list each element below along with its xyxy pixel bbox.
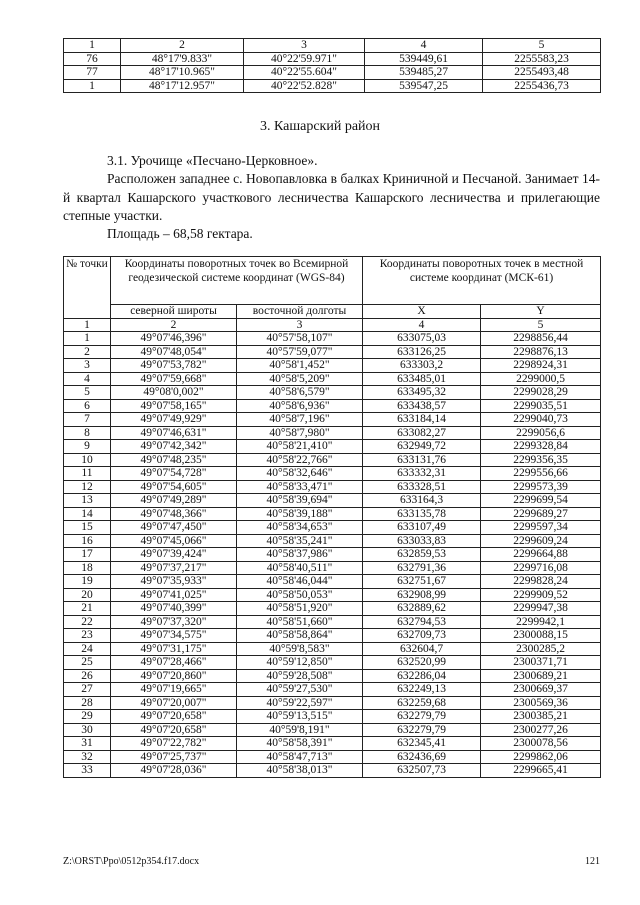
- table-cell: 49°07'54,605": [111, 480, 237, 494]
- table-cell: 49°07'35,933": [111, 575, 237, 589]
- table-column-numbers-row: [64, 318, 601, 332]
- table-cell: 2300569,36: [481, 696, 601, 710]
- table-cell: 49°07'58,165": [111, 399, 237, 413]
- table-cell: 4: [363, 318, 481, 332]
- table-cell: 3: [237, 318, 363, 332]
- table-cell: 2299665,41: [481, 764, 601, 778]
- table-cell: 19: [64, 575, 111, 589]
- table-cell: 49°07'28,036": [111, 764, 237, 778]
- table-cell: 40°58'1,452": [237, 359, 363, 373]
- table-cell: 40°22'55.604": [244, 66, 365, 80]
- table-cell: 6: [64, 399, 111, 413]
- table-cell: 632889,62: [363, 602, 481, 616]
- table-cell: 1: [64, 332, 111, 346]
- table-cell: 18: [64, 561, 111, 575]
- table-row: [64, 615, 601, 629]
- table-row: [64, 386, 601, 400]
- table-cell: 49°07'54,728": [111, 467, 237, 481]
- table-cell: 633126,25: [363, 345, 481, 359]
- table-row: [64, 629, 601, 643]
- table-row: [64, 413, 601, 427]
- table-cell: 49°07'53,782": [111, 359, 237, 373]
- table-cell: 1: [64, 318, 111, 332]
- table-row: [64, 750, 601, 764]
- table-cell: 49°07'49,929": [111, 413, 237, 427]
- table-row: [64, 521, 601, 535]
- table-cell: 49°07'48,054": [111, 345, 237, 359]
- table-cell: 632709,73: [363, 629, 481, 643]
- table-cell: 49°07'20,658": [111, 710, 237, 724]
- table-cell: 40°58'34,653": [237, 521, 363, 535]
- table-cell: 32: [64, 750, 111, 764]
- table-cell: 40°58'58,391": [237, 737, 363, 751]
- area-text: Площадь – 68,58 гектара.: [107, 226, 253, 241]
- table-row: [64, 453, 601, 467]
- table-cell: 48°17'12.957": [121, 79, 244, 93]
- table-cell: 40°58'40,511": [237, 561, 363, 575]
- coordinates-table: [63, 256, 601, 778]
- table-cell: 49°07'34,575": [111, 629, 237, 643]
- table-subheader-row: [64, 305, 601, 319]
- table-row: [64, 494, 601, 508]
- table-cell: 49°07'20,658": [111, 723, 237, 737]
- table-cell: 2299699,54: [481, 494, 601, 508]
- table-cell: 49°07'39,424": [111, 548, 237, 562]
- table-cell: 632259,68: [363, 696, 481, 710]
- table-row: [64, 548, 601, 562]
- footer-file-path: Z:\ORST\Ppo\0512p354.f17.docx: [63, 856, 200, 867]
- table-cell: 5: [64, 386, 111, 400]
- table-cell: 2255436,73: [483, 79, 601, 93]
- table-cell: 40°58'58,864": [237, 629, 363, 643]
- table-cell: 632908,99: [363, 588, 481, 602]
- table-cell: 40°58'51,920": [237, 602, 363, 616]
- table-cell: 30: [64, 723, 111, 737]
- table-cell: 49°07'31,175": [111, 642, 237, 656]
- table-cell: 49°07'46,631": [111, 426, 237, 440]
- table-cell: 40°58'6,936": [237, 399, 363, 413]
- table-cell: 633107,49: [363, 521, 481, 535]
- table-cell: 11: [64, 467, 111, 481]
- table-cell: 49°07'42,342": [111, 440, 237, 454]
- table-row: [64, 332, 601, 346]
- table-row: [64, 669, 601, 683]
- table-cell: 40°58'22,766": [237, 453, 363, 467]
- table-cell: 25: [64, 656, 111, 670]
- header-longitude: восточной долготы: [237, 305, 363, 319]
- table-cell: 40°58'39,694": [237, 494, 363, 508]
- table-cell: 632794,53: [363, 615, 481, 629]
- table-cell: 40°59'8,191": [237, 723, 363, 737]
- page-number: 121: [585, 856, 600, 867]
- table-cell: 40°59'27,530": [237, 683, 363, 697]
- table-cell: 49°07'48,366": [111, 507, 237, 521]
- table-cell: 40°58'5,209": [237, 372, 363, 386]
- table-cell: 632859,53: [363, 548, 481, 562]
- table-cell: 2299040,73: [481, 413, 601, 427]
- table-cell: 10: [64, 453, 111, 467]
- table-cell: 40°58'37,986": [237, 548, 363, 562]
- table-cell: 40°58'21,410": [237, 440, 363, 454]
- table-cell: 48°17'9.833": [121, 52, 244, 66]
- table-cell: 632436,69: [363, 750, 481, 764]
- table-cell: 632279,79: [363, 710, 481, 724]
- table-cell: 2298856,44: [481, 332, 601, 346]
- header-x: X: [363, 305, 481, 319]
- table-cell: 22: [64, 615, 111, 629]
- table-cell: 539485,27: [365, 66, 483, 80]
- table-cell: 2299942,1: [481, 615, 601, 629]
- table-cell: 2300285,2: [481, 642, 601, 656]
- table-cell: 14: [64, 507, 111, 521]
- table-cell: 539449,61: [365, 52, 483, 66]
- table-cell: 29: [64, 710, 111, 724]
- table-row: [64, 426, 601, 440]
- table-cell: 15: [64, 521, 111, 535]
- table-row: [64, 79, 601, 93]
- table-cell: 632279,79: [363, 723, 481, 737]
- table-cell: 49°07'37,217": [111, 561, 237, 575]
- table-cell: 31: [64, 737, 111, 751]
- table-cell: 9: [64, 440, 111, 454]
- table-cell: 24: [64, 642, 111, 656]
- table-cell: 40°58'6,579": [237, 386, 363, 400]
- table-row: [64, 723, 601, 737]
- table-cell: 2298924,31: [481, 359, 601, 373]
- table-cell: 2300088,15: [481, 629, 601, 643]
- table-row: [64, 683, 601, 697]
- table-cell: 2299556,66: [481, 467, 601, 481]
- table-cell: 48°17'10.965": [121, 66, 244, 80]
- table-row: [64, 66, 601, 80]
- table-row: [64, 710, 601, 724]
- table-cell: 632751,67: [363, 575, 481, 589]
- table-cell: 633135,78: [363, 507, 481, 521]
- table-cell: 2255583,23: [483, 52, 601, 66]
- table-cell: 49°07'40,399": [111, 602, 237, 616]
- table-cell: 49°07'45,066": [111, 534, 237, 548]
- table-row: [64, 399, 601, 413]
- table-cell: 40°58'7,980": [237, 426, 363, 440]
- table-cell: 40°58'35,241": [237, 534, 363, 548]
- table-row: [64, 345, 601, 359]
- header-latitude: северной широты: [111, 305, 237, 319]
- table-row: [64, 507, 601, 521]
- table-cell: 2300277,26: [481, 723, 601, 737]
- table-cell: 2299328,84: [481, 440, 601, 454]
- table-row: [64, 588, 601, 602]
- table-row: [64, 480, 601, 494]
- table-cell: 40°58'39,188": [237, 507, 363, 521]
- table-cell: 632520,99: [363, 656, 481, 670]
- table-cell: 2300689,21: [481, 669, 601, 683]
- table-cell: 49°07'22,782": [111, 737, 237, 751]
- table-cell: 77: [64, 66, 121, 80]
- table-cell: 2299573,39: [481, 480, 601, 494]
- table-cell: 40°58'46,044": [237, 575, 363, 589]
- table-cell: 633332,31: [363, 467, 481, 481]
- table-cell: 28: [64, 696, 111, 710]
- table-cell: 2299035,51: [481, 399, 601, 413]
- table-cell: 40°58'38,013": [237, 764, 363, 778]
- table-cell: 26: [64, 669, 111, 683]
- table-cell: 2300078,56: [481, 737, 601, 751]
- table-cell: 40°59'12,850": [237, 656, 363, 670]
- table-cell: 2299000,5: [481, 372, 601, 386]
- table-cell: 2299609,24: [481, 534, 601, 548]
- table-row: [64, 534, 601, 548]
- table-cell: 49°07'46,396": [111, 332, 237, 346]
- table-row: [64, 764, 601, 778]
- table-row: [64, 467, 601, 481]
- section-title: 3. Кашарский район: [259, 119, 381, 134]
- table-cell: 4: [365, 39, 483, 53]
- table-cell: 539547,25: [365, 79, 483, 93]
- table-header-row: [64, 257, 601, 305]
- table-cell: 40°22'52.828": [244, 79, 365, 93]
- table-cell: 633184,14: [363, 413, 481, 427]
- table-cell: 16: [64, 534, 111, 548]
- table-cell: 2299689,27: [481, 507, 601, 521]
- table-cell: 5: [481, 318, 601, 332]
- table-cell: 2299828,24: [481, 575, 601, 589]
- table-cell: 632949,72: [363, 440, 481, 454]
- table-cell: 632604,7: [363, 642, 481, 656]
- table-cell: 49°07'20,007": [111, 696, 237, 710]
- table-cell: 40°57'58,107": [237, 332, 363, 346]
- table-cell: 2: [64, 345, 111, 359]
- table-cell: 1: [64, 79, 121, 93]
- table-row: [64, 561, 601, 575]
- table-cell: 633485,01: [363, 372, 481, 386]
- header-wgs84: Координаты поворотных точек во Всемирной геодезической системе координат (WGS-84): [111, 257, 363, 305]
- table-cell: 49°07'25,737": [111, 750, 237, 764]
- table-cell: 49°07'37,320": [111, 615, 237, 629]
- subsection-title: 3.1. Урочище «Песчано-Церковное».: [107, 153, 318, 168]
- table-cell: 23: [64, 629, 111, 643]
- table-cell: 40°59'28,508": [237, 669, 363, 683]
- table-cell: 40°58'51,660": [237, 615, 363, 629]
- table-row: [64, 372, 601, 386]
- table-cell: 2298876,13: [481, 345, 601, 359]
- table-cell: 49°07'48,235": [111, 453, 237, 467]
- table-cell: 8: [64, 426, 111, 440]
- table-cell: 40°58'33,471": [237, 480, 363, 494]
- table-cell: 632286,04: [363, 669, 481, 683]
- table-cell: 633075,03: [363, 332, 481, 346]
- table-cell: 40°58'32,646": [237, 467, 363, 481]
- table-cell: 633082,27: [363, 426, 481, 440]
- table-row: [64, 656, 601, 670]
- table-cell: 633328,51: [363, 480, 481, 494]
- table-cell: 5: [483, 39, 601, 53]
- table-row: [64, 696, 601, 710]
- table-row: [64, 359, 601, 373]
- table-cell: 3: [64, 359, 111, 373]
- table-cell: 2299664,88: [481, 548, 601, 562]
- table-cell: 40°57'59,077": [237, 345, 363, 359]
- table-cell: 40°58'7,196": [237, 413, 363, 427]
- table-cell: 49°07'20,860": [111, 669, 237, 683]
- table-cell: 12: [64, 480, 111, 494]
- table-cell: 49°07'41,025": [111, 588, 237, 602]
- header-point-number: № точки: [64, 257, 111, 319]
- description-paragraph: Расположен западнее с. Новопавловка в балках Криничной и Песчаной. Занимает 14-й квартал Кашарского участкового лесничества Кашарского лесничества и прилегающие степные участки.: [63, 171, 600, 223]
- table-cell: 40°58'50,053": [237, 588, 363, 602]
- table-row: [64, 642, 601, 656]
- table-cell: 40°22'59.971": [244, 52, 365, 66]
- table-row: [64, 52, 601, 66]
- table-cell: 49°07'47,450": [111, 521, 237, 535]
- table-cell: 2299028,29: [481, 386, 601, 400]
- table-cell: 2299947,38: [481, 602, 601, 616]
- table-cell: 40°59'8,583": [237, 642, 363, 656]
- table-cell: 33: [64, 764, 111, 778]
- table-cell: 49°07'49,289": [111, 494, 237, 508]
- table-row: [64, 737, 601, 751]
- table-cell: 49°07'19,665": [111, 683, 237, 697]
- table-cell: 2299056,6: [481, 426, 601, 440]
- table-cell: 2300371,71: [481, 656, 601, 670]
- table-cell: 27: [64, 683, 111, 697]
- table-cell: 2299356,35: [481, 453, 601, 467]
- table-cell: 2300669,37: [481, 683, 601, 697]
- table-cell: 632507,73: [363, 764, 481, 778]
- table-cell: 49°07'28,466": [111, 656, 237, 670]
- table-cell: 40°59'13,515": [237, 710, 363, 724]
- table-cell: 49°07'59,668": [111, 372, 237, 386]
- table-cell: 17: [64, 548, 111, 562]
- table-cell: 1: [64, 39, 121, 53]
- table-cell: 49°08'0,002": [111, 386, 237, 400]
- table-cell: 2299716,08: [481, 561, 601, 575]
- table-cell: 633438,57: [363, 399, 481, 413]
- table-cell: 7: [64, 413, 111, 427]
- table-cell: 13: [64, 494, 111, 508]
- table-cell: 633033,83: [363, 534, 481, 548]
- table-cell: 633164,3: [363, 494, 481, 508]
- table-column-numbers-row: [64, 39, 601, 53]
- header-msk61: Координаты поворотных точек в местной системе координат (МСК-61): [363, 257, 601, 305]
- table-cell: 40°58'47,713": [237, 750, 363, 764]
- table-cell: 2299909,52: [481, 588, 601, 602]
- table-cell: 40°59'22,597": [237, 696, 363, 710]
- table-cell: 2299597,34: [481, 521, 601, 535]
- table-cell: 76: [64, 52, 121, 66]
- table-cell: 4: [64, 372, 111, 386]
- table-cell: 2300385,21: [481, 710, 601, 724]
- table-cell: 3: [244, 39, 365, 53]
- table-cell: 2255493,48: [483, 66, 601, 80]
- table-cell: 20: [64, 588, 111, 602]
- table-cell: 633131,76: [363, 453, 481, 467]
- table-cell: 632791,36: [363, 561, 481, 575]
- table-cell: 632345,41: [363, 737, 481, 751]
- table-row: [64, 575, 601, 589]
- table-row: [64, 440, 601, 454]
- table-cell: 632249,13: [363, 683, 481, 697]
- table-cell: 633303,2: [363, 359, 481, 373]
- header-y: Y: [481, 305, 601, 319]
- table-row: [64, 602, 601, 616]
- top-coordinates-table: [63, 38, 601, 93]
- table-cell: 2: [111, 318, 237, 332]
- table-cell: 21: [64, 602, 111, 616]
- table-cell: 633495,32: [363, 386, 481, 400]
- table-cell: 2: [121, 39, 244, 53]
- table-cell: 2299862,06: [481, 750, 601, 764]
